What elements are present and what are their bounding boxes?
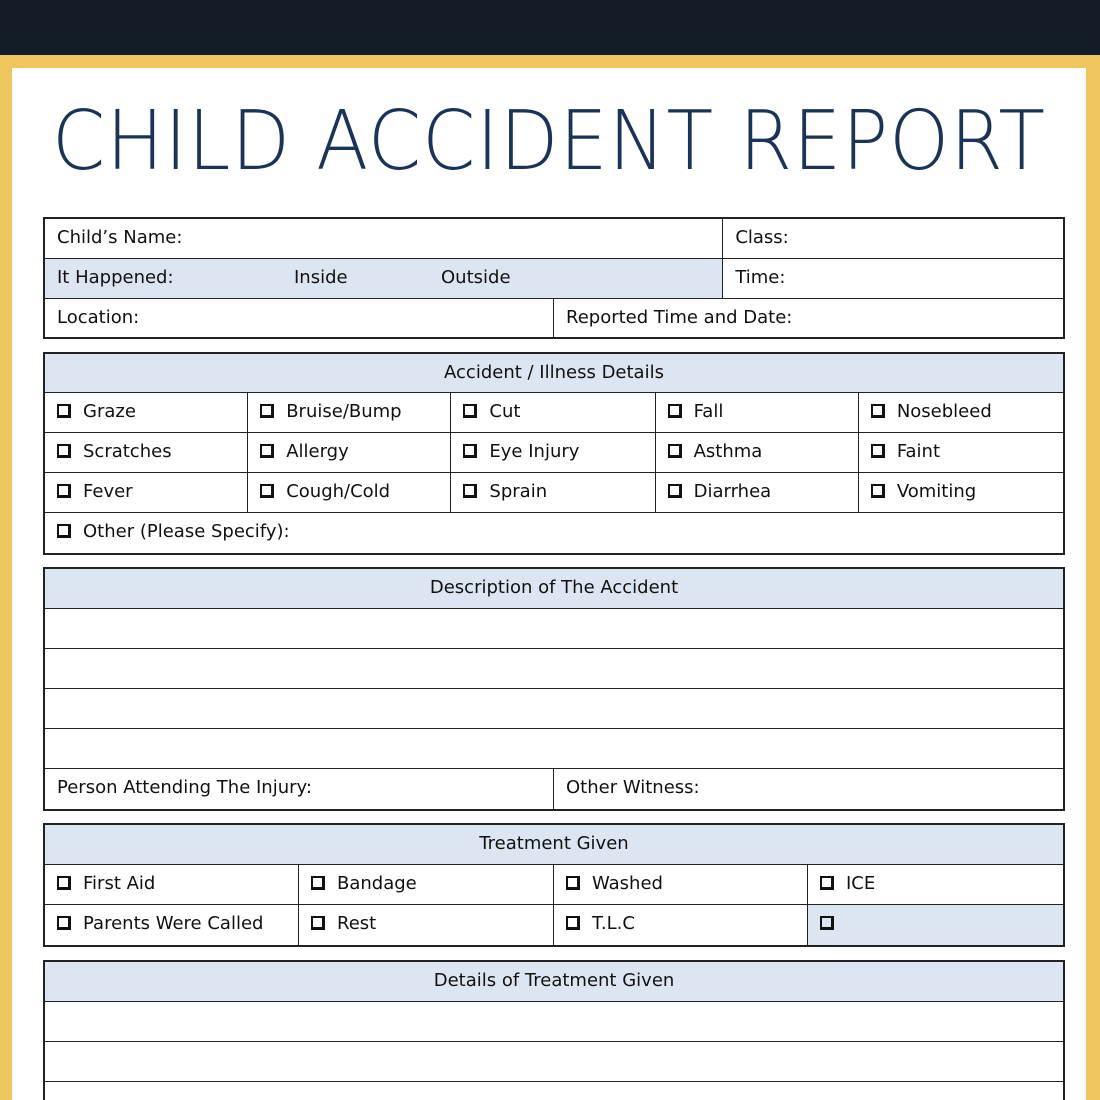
- person-attending-field[interactable]: [45, 769, 554, 809]
- option-allergy[interactable]: [248, 433, 451, 472]
- checkbox-icon[interactable]: [57, 916, 71, 930]
- option-scratches[interactable]: [45, 433, 248, 472]
- checkbox-icon[interactable]: [668, 484, 682, 498]
- location-label: Location:: [57, 307, 140, 328]
- option-diarrhea[interactable]: [656, 473, 859, 512]
- attending-row: [45, 769, 1063, 809]
- option-label: Allergy: [286, 441, 349, 462]
- childs-name-field[interactable]: [45, 219, 723, 258]
- checkbox-icon[interactable]: [668, 404, 682, 418]
- option-bruise-bump[interactable]: [248, 393, 451, 432]
- time-field[interactable]: [723, 259, 1063, 298]
- option-label: Cough/Cold: [286, 481, 391, 502]
- option-rest[interactable]: [299, 905, 554, 945]
- accident-details-header: Accident / Illness Details: [45, 354, 1063, 392]
- option-label: First Aid: [83, 873, 156, 894]
- description-line-field[interactable]: [45, 689, 1063, 728]
- treatment-row-2: [45, 905, 1063, 945]
- treatment-header-row: [45, 825, 1063, 865]
- person-attending-label: Person Attending The Injury:: [57, 777, 312, 798]
- class-label: Class:: [735, 227, 789, 248]
- option-faint[interactable]: [859, 433, 1063, 472]
- checkbox-icon[interactable]: [820, 876, 834, 890]
- checkbox-icon[interactable]: [566, 916, 580, 930]
- accident-row-1: [45, 393, 1063, 433]
- description-line-field[interactable]: [45, 729, 1063, 768]
- option-label: Eye Injury: [489, 441, 580, 462]
- option-label: Fall: [693, 401, 724, 422]
- class-field[interactable]: [723, 219, 1063, 258]
- checkbox-icon[interactable]: [820, 916, 834, 930]
- it-happened-label: It Happened:: [57, 267, 174, 288]
- option-asthma[interactable]: [656, 433, 859, 472]
- checkbox-icon[interactable]: [463, 484, 477, 498]
- option-label: Parents Were Called: [83, 913, 264, 934]
- info-row-3: [45, 299, 1063, 337]
- option-label: ICE: [846, 873, 876, 894]
- accident-other-row: [45, 513, 1063, 553]
- checkbox-icon[interactable]: [668, 444, 682, 458]
- other-witness-label: Other Witness:: [566, 777, 700, 798]
- checkbox-icon[interactable]: [566, 876, 580, 890]
- option-other[interactable]: [45, 513, 1063, 553]
- option-label: T.L.C: [592, 913, 635, 934]
- checkbox-icon[interactable]: [260, 484, 274, 498]
- checkbox-icon[interactable]: [57, 404, 71, 418]
- info-row-2: [45, 259, 1063, 299]
- checkbox-icon[interactable]: [57, 876, 71, 890]
- description-line[interactable]: [45, 609, 1063, 649]
- option-label: Fever: [83, 481, 133, 502]
- treatment-header: Treatment Given: [45, 825, 1063, 864]
- info-row-1: [45, 219, 1063, 259]
- treatment-details-table: [43, 960, 1065, 1100]
- details-line-field[interactable]: [45, 1042, 1063, 1081]
- details-line[interactable]: [45, 1002, 1063, 1042]
- it-happened-field: [45, 259, 723, 298]
- treatment-table: [43, 823, 1065, 947]
- child-info-table: [43, 217, 1065, 339]
- page-title: CHILD ACCIDENT REPORT: [52, 94, 1046, 189]
- description-line-field[interactable]: [45, 649, 1063, 688]
- reported-time-label: Reported Time and Date:: [566, 307, 793, 328]
- option-parents-called[interactable]: [45, 905, 299, 945]
- checkbox-icon[interactable]: [260, 444, 274, 458]
- option-ice[interactable]: [808, 865, 1063, 904]
- option-nosebleed[interactable]: [859, 393, 1063, 432]
- details-line[interactable]: [45, 1042, 1063, 1082]
- treatment-details-header: Details of Treatment Given: [45, 962, 1063, 1001]
- childs-name-label: Child’s Name:: [57, 227, 183, 248]
- option-cut[interactable]: [451, 393, 655, 432]
- description-table: [43, 567, 1065, 811]
- option-label: Sprain: [489, 481, 548, 502]
- option-graze[interactable]: [45, 393, 248, 432]
- option-vomiting[interactable]: [859, 473, 1063, 512]
- description-header: Description of The Accident: [45, 569, 1063, 608]
- option-blank[interactable]: [808, 905, 1063, 945]
- description-line[interactable]: [45, 729, 1063, 769]
- description-line[interactable]: [45, 689, 1063, 729]
- other-witness-field[interactable]: [554, 769, 1063, 809]
- option-eye-injury[interactable]: [451, 433, 655, 472]
- outside-option[interactable]: Outside: [441, 267, 511, 288]
- checkbox-icon[interactable]: [871, 484, 885, 498]
- time-label: Time:: [735, 267, 786, 288]
- checkbox-icon[interactable]: [57, 444, 71, 458]
- option-label: Nosebleed: [896, 401, 992, 422]
- description-line[interactable]: [45, 649, 1063, 689]
- option-first-aid[interactable]: [45, 865, 299, 904]
- checkbox-icon[interactable]: [311, 916, 325, 930]
- option-label: Rest: [337, 913, 377, 934]
- option-fall[interactable]: [656, 393, 859, 432]
- option-tlc[interactable]: [554, 905, 808, 945]
- option-label: Scratches: [83, 441, 172, 462]
- option-label: Vomiting: [896, 481, 977, 502]
- description-line-field[interactable]: [45, 609, 1063, 648]
- details-header-row: [45, 962, 1063, 1002]
- accident-row-2: [45, 433, 1063, 473]
- checkbox-icon[interactable]: [463, 444, 477, 458]
- checkbox-icon[interactable]: [463, 404, 477, 418]
- option-label: Asthma: [693, 441, 763, 462]
- option-label: Washed: [592, 873, 663, 894]
- description-header-row: [45, 569, 1063, 609]
- location-field[interactable]: [45, 299, 554, 337]
- option-cough-cold[interactable]: [248, 473, 451, 512]
- option-bandage[interactable]: [299, 865, 554, 904]
- option-sprain[interactable]: [451, 473, 655, 512]
- accident-details-table: [43, 352, 1065, 555]
- details-line-field[interactable]: [45, 1082, 1063, 1100]
- details-line-field[interactable]: [45, 1002, 1063, 1041]
- option-label: Graze: [83, 401, 136, 422]
- details-line[interactable]: [45, 1082, 1063, 1100]
- option-label: Cut: [489, 401, 521, 422]
- accident-row-3: [45, 473, 1063, 513]
- inside-option[interactable]: Inside: [294, 267, 348, 288]
- treatment-row-1: [45, 865, 1063, 905]
- report-page: [12, 68, 1086, 1100]
- option-label: Other (Please Specify):: [83, 521, 290, 542]
- reported-time-field[interactable]: [554, 299, 1063, 337]
- checkbox-icon[interactable]: [871, 444, 885, 458]
- top-bar: [0, 0, 1100, 55]
- accident-header-row: [45, 354, 1063, 393]
- checkbox-icon[interactable]: [57, 484, 71, 498]
- option-label: Faint: [896, 441, 941, 462]
- checkbox-icon[interactable]: [57, 524, 71, 538]
- checkbox-icon[interactable]: [260, 404, 274, 418]
- option-label: Bruise/Bump: [286, 401, 402, 422]
- option-label: Bandage: [337, 873, 417, 894]
- option-washed[interactable]: [554, 865, 808, 904]
- checkbox-icon[interactable]: [871, 404, 885, 418]
- option-fever[interactable]: [45, 473, 248, 512]
- checkbox-icon[interactable]: [311, 876, 325, 890]
- option-label: Diarrhea: [693, 481, 772, 502]
